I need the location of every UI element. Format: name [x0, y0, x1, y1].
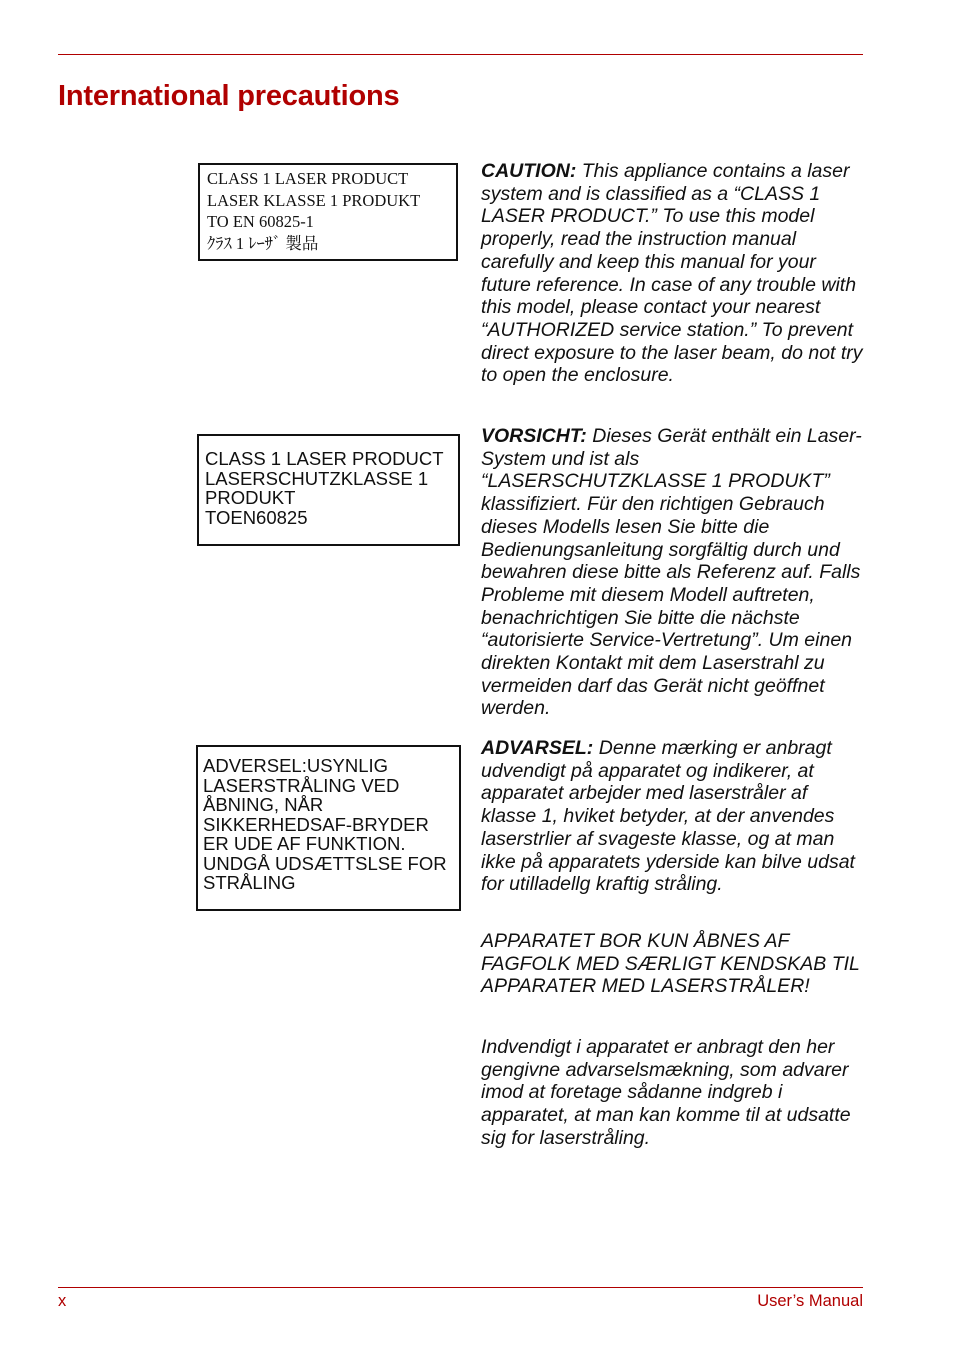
header-rule [58, 54, 863, 55]
laser-label-class1-german [197, 434, 460, 546]
caution-lead: CAUTION: [481, 160, 577, 182]
advarsel-lead: ADVARSEL: [481, 737, 594, 759]
label-line: LASER KLASSE 1 PRODUKT [207, 190, 421, 210]
laser-label-class1-multilingual [198, 163, 458, 261]
vorsicht-paragraph [481, 425, 863, 720]
label-line: UNDGÅ UDSÆTTSLSE FOR [203, 852, 447, 874]
label-line: SIKKERHEDSAF-BRYDER [203, 813, 429, 835]
indvendigt-paragraph: Indvendigt i apparatet er anbragt den her gengivne advarselsmækning, som advarer imod at foretage sådanne indgreb i apparatet, at man kan komme til at udsatte sig for laserstråling. [481, 1036, 851, 1149]
label-line: ｸﾗｽ 1 ﾚｰｻﾞ 製品 [207, 233, 319, 253]
label-line: STRÅLING [203, 872, 296, 893]
advarsel-text: Denne mærking er anbragt udvendigt på apparatet og indikerer, at apparatet arbejder med laserstråler af klasse 1, hviket betyder, at der anvendes laserstrlier af svageste klasse, og at man ikke på apparatets yderside kan bilve udsat for utilladellg kraftig stråling. [481, 737, 855, 896]
footer-rule [58, 1287, 863, 1288]
caution-text: This appliance contains a laser system and is classified as a “CLASS 1 LASER PRODUCT.” To use this model properly, read the instruction manual carefully and keep this manual for your future reference. In case of any trouble with this model, please contact your nearest “AUTHORIZED service station.” To prevent direct exposure to the laser beam, do not try to open the enclosure. [481, 160, 863, 387]
label-line: LASERSTRÅLING VED [203, 774, 400, 796]
label-line: TO EN 60825-1 [207, 212, 314, 231]
vorsicht-text: Dieses Gerät enthält ein Laser-System und ist als “LASERSCHUTZKLASSE 1 PRODUKT” klassifiziert. Für den richtigen Gebrauch dieses Modells lesen Sie bitte die Bedienungsanleitung sorgfältig durch und bewahren diese bitte als Referenz auf. Falls Probleme mit diesem Modell auftreten, benachrichtigen Sie bitte die nächste “autorisierte Service-Vertretung”. Um einen direkten Kontakt mit dem Laserstrahl zu vermeiden darf das Gerät nicht geöffnet werden. [481, 425, 862, 720]
label-line: TOEN60825 [205, 506, 308, 528]
caution-paragraph [481, 160, 863, 387]
label-line: PRODUKT [205, 487, 296, 508]
label-line: ADVERSEL:USYNLIG [203, 755, 389, 776]
page-title: International precautions [58, 80, 400, 112]
label-line: ÅBNING, NÅR [203, 794, 324, 815]
laser-label-danish-warning [196, 745, 461, 911]
vorsicht-lead: VORSICHT: [481, 425, 587, 447]
label-line: CLASS 1 LASER PRODUCT [205, 448, 444, 469]
advarsel-paragraph [481, 737, 863, 896]
label-line: LASERSCHUTZKLASSE 1 [205, 467, 429, 489]
apparatet-warning-paragraph: APPARATET BOR KUN ÅBNES AF FAGFOLK MED SÆRLIGT KENDSKAB TIL APPARATER MED LASERSTRÅLER! [481, 930, 860, 998]
manual-name: User’s Manual [757, 1292, 863, 1310]
page-number: x [58, 1292, 67, 1310]
label-line: CLASS 1 LASER PRODUCT [207, 169, 409, 188]
label-line: ER UDE AF FUNKTION. [203, 833, 406, 854]
